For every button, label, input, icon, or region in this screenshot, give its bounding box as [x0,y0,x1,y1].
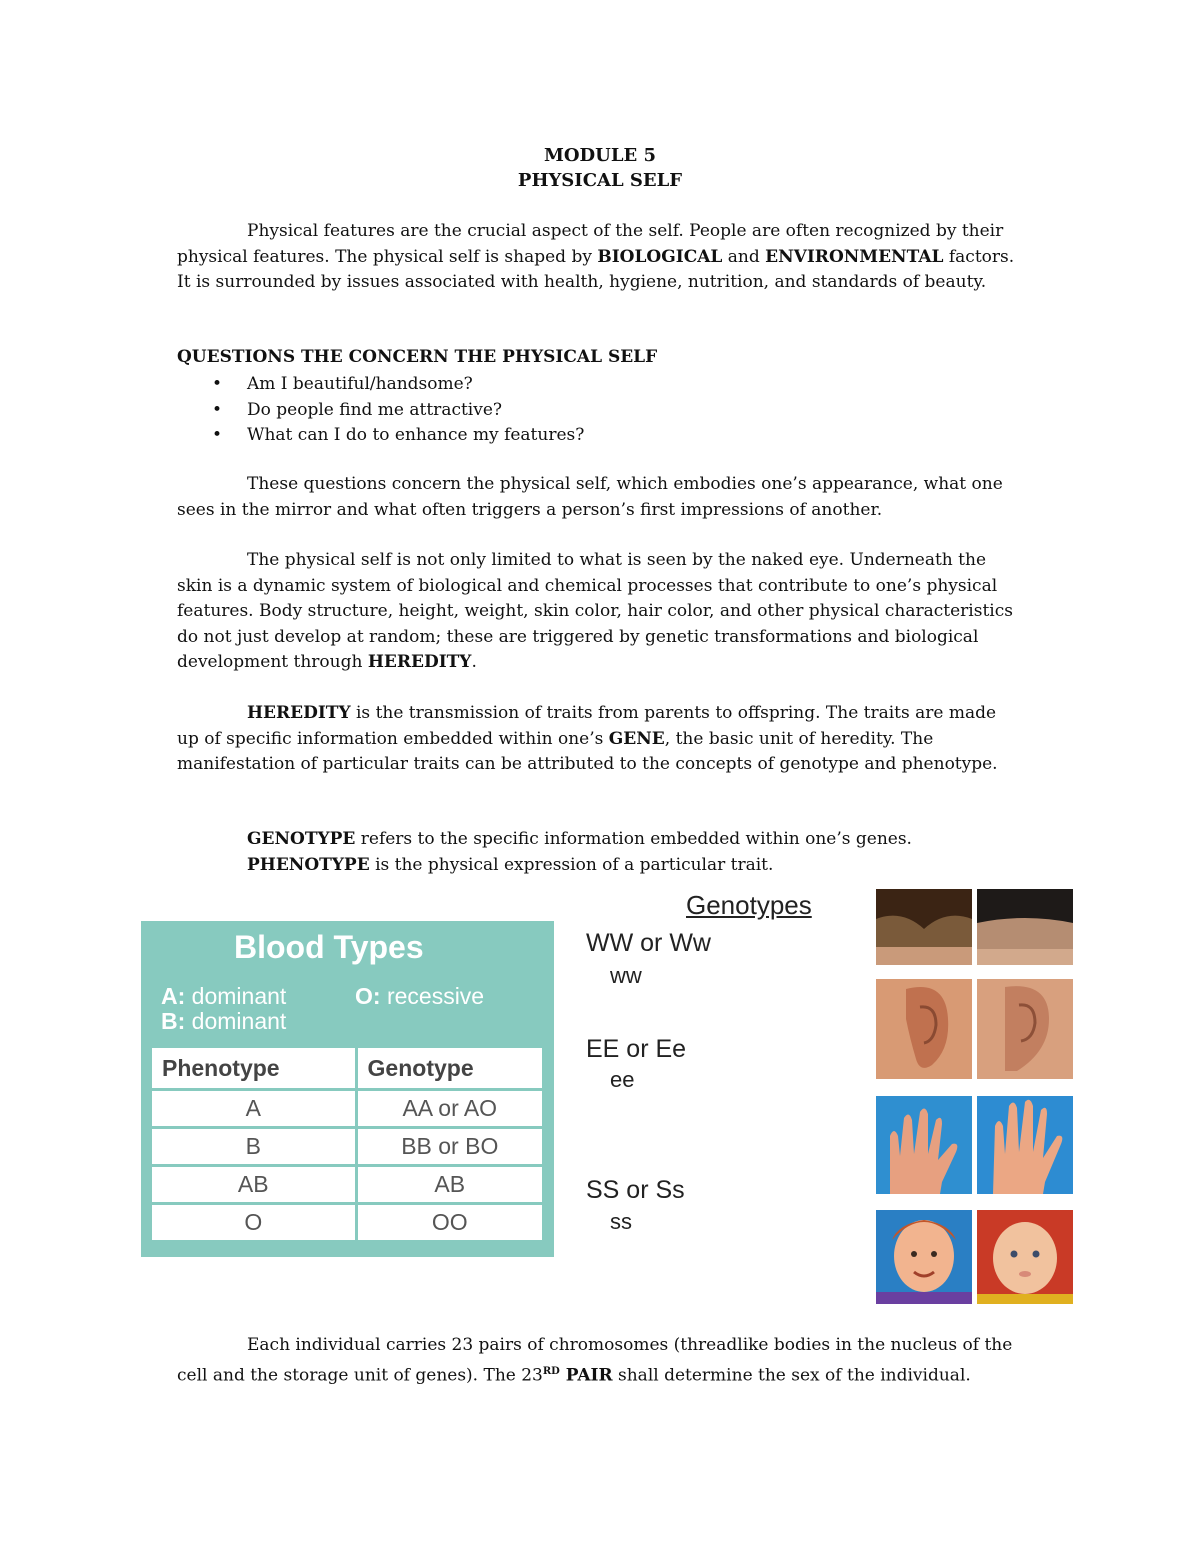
trait-photos [873,886,1075,1312]
paragraph-chromosomes: Each individual carries 23 pairs of chromosomes (threadlike bodies in the nucleus of the cell and the storage unit of genes). The 23RD PAIR shall determine the sex of the individual. [177,1335,1013,1386]
long-fingers-photo [977,1096,1073,1194]
genotype-recessive: ee [610,1067,635,1092]
photo-caption [876,967,972,975]
photo-caption [977,1196,1073,1204]
unattached-earlobe-photo [876,979,972,1079]
blood-types-title: Blood Types [234,929,424,965]
table-row [151,1166,544,1204]
paragraph-questions-concern: These questions concern the physical self, which embodies one’s appearance, what one sees in the mirror and what often triggers a person’s first impressions of another. [177,474,1003,520]
list-item: • What can I do to enhance my features? [212,423,584,449]
blood-b-dominant: B: dominant [161,1008,287,1034]
photo-caption [876,1081,972,1089]
questions-heading: QUESTIONS THE CONCERN THE PHYSICAL SELF [177,347,658,367]
genotype-dominant: SS or Ss [586,1176,685,1204]
genotypes-heading: Genotypes [686,890,812,920]
blood-types-table [149,1045,545,1243]
page-subtitle: PHYSICAL SELF [517,170,683,191]
list-item: • Am I beautiful/handsome? [212,372,584,398]
genotype-cell: AB [356,1166,543,1204]
photo-caption [876,1196,972,1204]
photo-caption [977,967,1073,975]
phenotype-cell: O [151,1204,357,1242]
table-header-row [151,1047,544,1090]
module-title: MODULE 5 [543,145,657,166]
phenotype-cell: B [151,1128,357,1166]
blood-o-recessive: O: recessive [355,983,485,1009]
questions-list [212,372,584,449]
list-item: • Do people find me attractive? [212,398,584,424]
header-genotype: Genotype [356,1047,543,1090]
straight-hairline-photo [977,889,1073,965]
short-fingers-photo [876,1096,972,1194]
no-freckles-photo [977,1210,1073,1304]
widows-peak-photo [876,889,972,965]
genotype-recessive: ss [610,1209,632,1234]
table-row [151,1090,544,1128]
freckles-photo [876,1210,972,1304]
table-row [151,1204,544,1242]
photo-caption [876,1304,972,1312]
attached-earlobe-photo [977,979,1073,1079]
paragraph-heredity: HEREDITY is the transmission of traits from parents to offspring. The traits are made up of specific information embedded within one’s GENE, the basic unit of heredity. The manifestation of particular traits can be attributed to the concepts of genotype and phenotype. [177,703,998,774]
intro-paragraph: Physical features are the crucial aspect of the self. People are often recognized by their physical features. The physical self is shaped by BIOLOGICAL and ENVIRONMENTAL factors. It is surrounded by issues associated with health, hygiene, nutrition, and standards of beauty. [177,221,1015,292]
genotype-dominant: EE or Ee [586,1035,687,1063]
genotype-recessive: ww [610,963,642,988]
genotype-cell: OO [356,1204,543,1242]
paragraph-genotype-phenotype: GENOTYPE refers to the specific information embedded within one’s genes. PHENOTYPE is the physical expression of a particular trait. [247,829,912,875]
photo-caption [977,1304,1073,1312]
genotype-cell: BB or BO [356,1128,543,1166]
phenotype-cell: AB [151,1166,357,1204]
genotype-dominant: WW or Ww [586,929,711,957]
photo-caption [977,1081,1073,1089]
paragraph-physical-self: The physical self is not only limited to what is seen by the naked eye. Underneath the skin is a dynamic system of biological and chemical processes that contribute to one’s physical features. Body structure, height, weight, skin color, hair color, and other physical characteristics do not just develop at random; these are triggered by genetic transformations and biological development through HEREDITY. [177,550,1013,672]
blood-types-card [141,921,554,1257]
genotype-cell: AA or AO [356,1090,543,1128]
blood-a-dominant: A: dominant [161,983,287,1009]
header-phenotype: Phenotype [151,1047,357,1090]
table-row [151,1128,544,1166]
phenotype-cell: A [151,1090,357,1128]
